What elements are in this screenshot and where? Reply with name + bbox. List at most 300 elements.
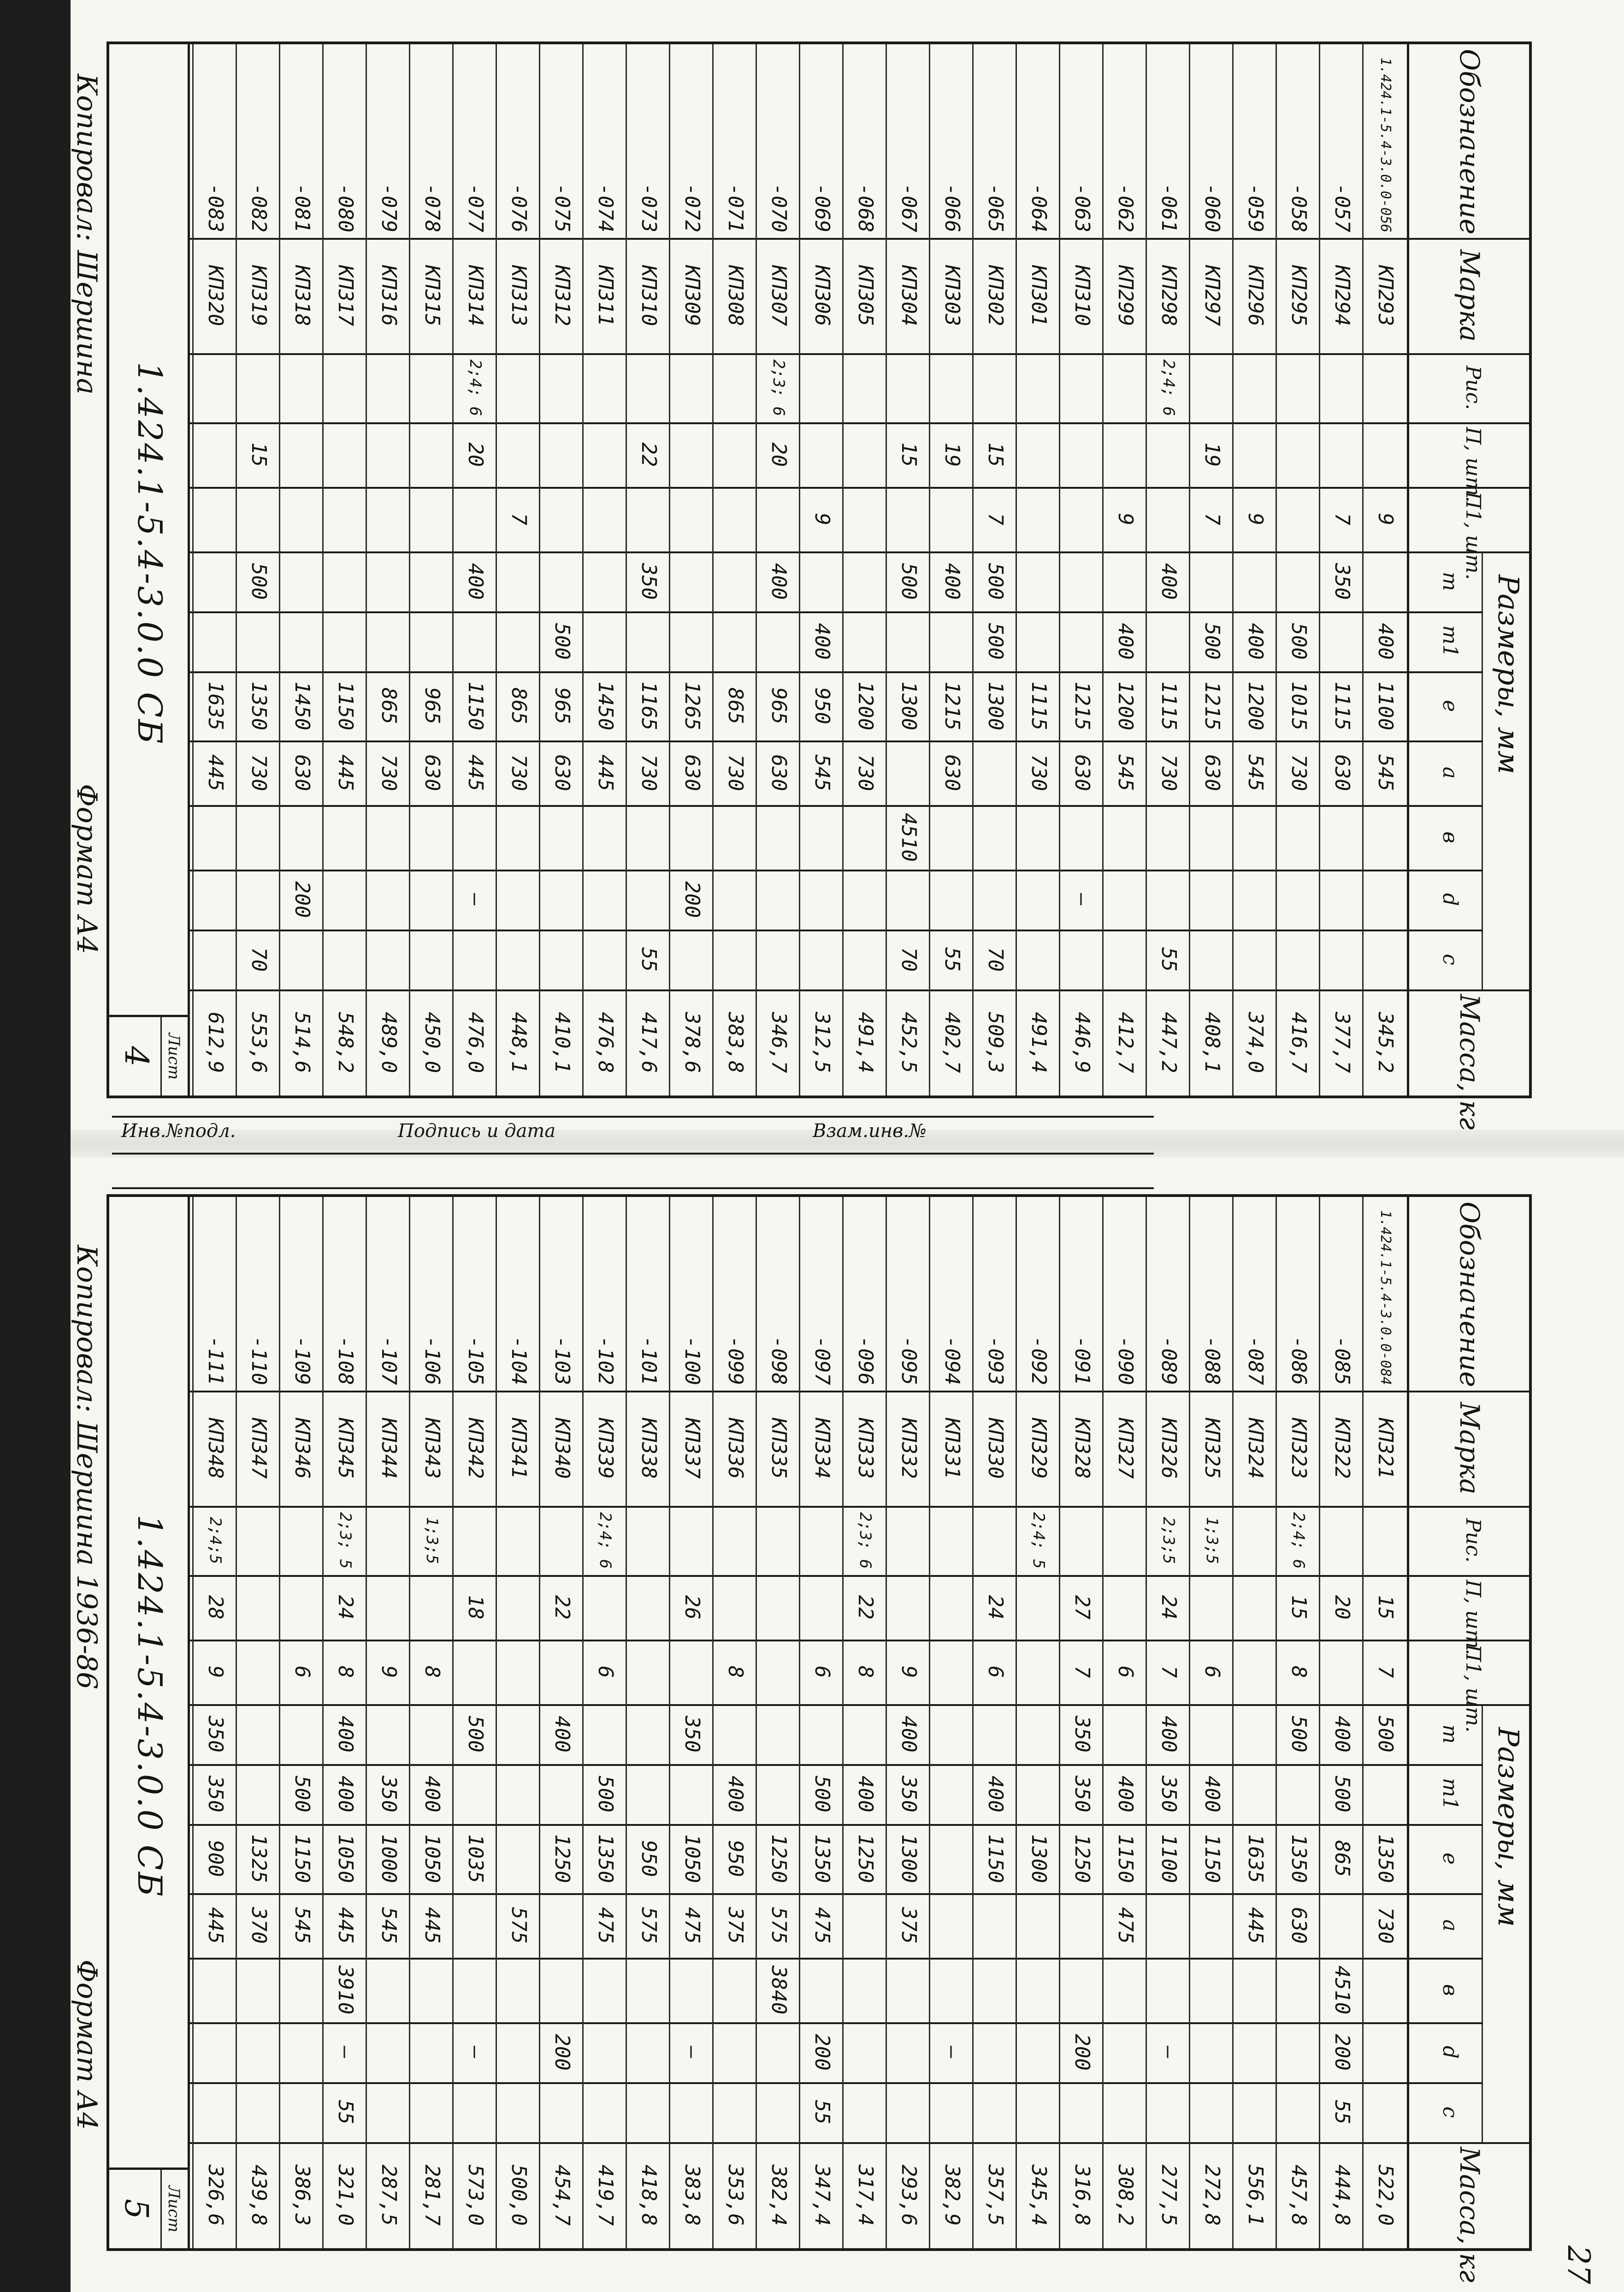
table-row: [1146, 1197, 1190, 2248]
cell-des: -063: [1070, 184, 1094, 232]
sheet-label: Лист: [160, 2170, 183, 2248]
cell-c: [584, 2082, 627, 2142]
header-c: c: [1438, 2106, 1462, 2118]
cell-n1: [670, 487, 714, 551]
cell-des: -106: [420, 1336, 444, 1385]
cell-n1: [237, 487, 280, 551]
cell-b: [1234, 1958, 1277, 2022]
cell-mass: 347,4: [810, 2164, 834, 2226]
cell-b: [1364, 1958, 1407, 2022]
footer-copied-by-sheet-4: Копировал: Шершина: [71, 74, 103, 395]
cell-n1: [280, 487, 324, 551]
header-subdivider: [1482, 1704, 1483, 2142]
cell-c: 55: [334, 2100, 357, 2125]
cell-mark: КП339: [594, 1417, 617, 1479]
cell-d: 200: [550, 2034, 574, 2071]
cell-mass: 326,6: [204, 2164, 227, 2226]
table-header: [1407, 44, 1529, 1130]
cell-c: [930, 2082, 974, 2142]
cell-mark: КП307: [767, 265, 791, 326]
cell-b: [1320, 805, 1364, 870]
cell-mass: 287,5: [377, 2164, 401, 2226]
cell-a: [887, 740, 930, 805]
document-code: 1.424.1-5.4-3.0.0 СБ: [130, 1514, 169, 1899]
cell-n: [1234, 422, 1277, 487]
cell-n: [800, 422, 844, 487]
cell-mark: КП342: [464, 1417, 487, 1479]
cell-mass: 382,4: [767, 2164, 791, 2226]
cell-mark: КП315: [420, 265, 444, 326]
cell-n1: 7: [984, 513, 1007, 526]
table-row: [236, 1197, 280, 2248]
cell-m: [280, 1704, 324, 1764]
cell-m1: 500: [594, 1776, 617, 1812]
cell-m1: 400: [1114, 1776, 1137, 1812]
cell-des: -097: [810, 1336, 834, 1385]
cell-des: -083: [204, 184, 227, 232]
cell-m1: [714, 611, 757, 671]
cell-fig: 2;4; 5: [1029, 1512, 1048, 1569]
cell-mass: 457,8: [1287, 2164, 1311, 2226]
cell-c: [410, 930, 454, 989]
cell-mark: КП310: [1070, 265, 1094, 326]
cell-fig: [974, 1506, 1017, 1575]
cell-d: —: [680, 2046, 704, 2059]
cell-fig: [627, 353, 670, 422]
cell-b: [930, 1958, 974, 2022]
header-n1: П1, шт.: [1461, 1644, 1485, 1733]
cell-mass: 383,8: [680, 2164, 704, 2226]
cell-e: 1300: [1027, 1834, 1051, 1883]
cell-fig: 2;3; 5: [336, 1512, 354, 1569]
cell-b: [584, 805, 627, 870]
sheet-number-box: [109, 2168, 188, 2248]
cell-des: -064: [1027, 184, 1051, 232]
cell-m1: [410, 611, 454, 671]
cell-d: [237, 870, 280, 930]
cell-b: [1147, 805, 1190, 870]
header-a: a: [1438, 766, 1462, 779]
cell-des: -057: [1330, 184, 1354, 232]
cell-fig: [1320, 353, 1364, 422]
cell-e: 1050: [680, 1834, 704, 1883]
cell-des: -073: [637, 184, 661, 232]
cell-mass: 476,0: [464, 1012, 487, 1073]
cell-b: [237, 1958, 280, 2022]
cell-mark: КП293: [1374, 265, 1397, 326]
cell-mark: КП309: [680, 265, 704, 326]
cell-n1: [1147, 487, 1190, 551]
cell-e: 865: [724, 687, 747, 724]
cell-e: 1000: [377, 1834, 401, 1883]
cell-mass: 412,7: [1114, 1012, 1137, 1073]
cell-b: [1277, 805, 1320, 870]
cell-mark: КП314: [464, 265, 487, 326]
cell-n1: [1017, 1640, 1060, 1704]
cell-c: 70: [247, 947, 271, 972]
cell-m1: [1017, 1764, 1060, 1824]
cell-n1: 7: [507, 513, 531, 526]
cell-des: -111: [204, 1336, 227, 1385]
cell-fig: [800, 353, 844, 422]
cell-mark: КП297: [1200, 265, 1224, 326]
cell-n: 24: [1157, 1595, 1181, 1620]
cell-mark: КП310: [637, 265, 661, 326]
cell-n1: [454, 487, 497, 551]
cell-e: 1350: [1287, 1834, 1311, 1883]
cell-mass: 281,7: [420, 2164, 444, 2226]
cell-mass: 345,2: [1374, 1012, 1397, 1073]
cell-fig: 2;3; 6: [856, 1512, 874, 1569]
header-m1: m1: [1438, 625, 1462, 657]
cell-n: [1104, 422, 1147, 487]
cell-c: 55: [940, 947, 964, 972]
cell-c: [454, 2082, 497, 2142]
cell-n1: 9: [1244, 513, 1267, 526]
cell-m: [670, 551, 714, 611]
cell-c: 70: [984, 947, 1007, 972]
cell-a: 445: [334, 1907, 357, 1944]
cell-fig: [237, 353, 280, 422]
cell-d: [757, 2022, 800, 2082]
cell-fig: [1277, 353, 1320, 422]
cell-m1: [454, 611, 497, 671]
cell-mark: КП323: [1287, 1417, 1311, 1479]
table-row: [279, 1197, 324, 2248]
cell-a: 730: [724, 754, 747, 791]
spec-table-sheet-4: [106, 41, 1532, 1130]
table-row: [1319, 1197, 1364, 2248]
cell-n1: 9: [1374, 513, 1397, 526]
cell-n: [280, 422, 324, 487]
cell-m: 400: [897, 1716, 921, 1753]
cell-c: [1277, 2082, 1320, 2142]
cell-e: 1150: [290, 1834, 314, 1883]
cell-d: [410, 870, 454, 930]
cell-d: [584, 870, 627, 930]
cell-c: [454, 930, 497, 989]
cell-fig: [540, 353, 584, 422]
cell-n1: 9: [204, 1665, 227, 1678]
cell-d: [627, 2022, 670, 2082]
cell-mark: КП333: [854, 1417, 877, 1479]
cell-des: -108: [334, 1336, 357, 1385]
cell-mass: 416,7: [1287, 1012, 1311, 1073]
cell-d: [410, 2022, 454, 2082]
cell-mass: 439,8: [247, 2164, 271, 2226]
table-row: [886, 44, 930, 1096]
cell-m1: [627, 611, 670, 671]
cell-e: 865: [507, 687, 531, 724]
cell-m1: 500: [984, 623, 1007, 660]
cell-mass: 293,6: [897, 2164, 921, 2226]
cell-mass: 317,4: [854, 2164, 877, 2226]
cell-d: [627, 870, 670, 930]
cell-n1: 8: [1287, 1665, 1311, 1678]
cell-m: [1104, 1704, 1147, 1764]
cell-des: -092: [1027, 1336, 1051, 1385]
cell-d: [887, 2022, 930, 2082]
cell-des: -104: [507, 1336, 531, 1385]
cell-a: 545: [377, 1907, 401, 1944]
cell-m1: 350: [1157, 1776, 1181, 1812]
cell-d: —: [464, 893, 487, 906]
cell-d: —: [334, 2046, 357, 2059]
cell-b: [410, 805, 454, 870]
cell-des: -066: [940, 184, 964, 232]
cell-c: [497, 930, 540, 989]
cell-m: [757, 1704, 800, 1764]
cell-m1: 500: [1330, 1776, 1354, 1812]
cell-b: [887, 1958, 930, 2022]
cell-n1: [194, 487, 237, 551]
cell-m1: [367, 611, 410, 671]
table-row: [929, 44, 974, 1096]
cell-n: [1104, 1575, 1147, 1640]
cell-mark: КП296: [1244, 265, 1267, 326]
cell-c: [540, 2082, 584, 2142]
cell-n1: [454, 1640, 497, 1704]
cell-n: [1277, 422, 1320, 487]
cell-fig: [194, 353, 237, 422]
cell-m1: 400: [1374, 623, 1397, 660]
header-a: a: [1438, 1919, 1462, 1932]
cell-m1: [1060, 611, 1104, 671]
cell-e: 965: [767, 687, 791, 724]
cell-b: [280, 1958, 324, 2022]
cell-m: [324, 551, 367, 611]
header-mass: Масса, кг: [1454, 2147, 1485, 2283]
cell-a: [1147, 1893, 1190, 1958]
cell-n: [1320, 422, 1364, 487]
cell-des: -105: [464, 1336, 487, 1385]
cell-mark: КП320: [204, 265, 227, 326]
cell-des: -089: [1157, 1336, 1181, 1385]
cell-mark: КП311: [594, 265, 617, 326]
cell-m1: 500: [1287, 623, 1311, 660]
cell-e: 1300: [984, 681, 1007, 730]
cell-m1: 500: [290, 1776, 314, 1812]
cell-c: [1277, 930, 1320, 989]
cell-e: 1215: [940, 681, 964, 730]
cell-c: [1234, 2082, 1277, 2142]
cell-e: 1635: [204, 681, 227, 730]
cell-m: [930, 1704, 974, 1764]
cell-mass: 386,3: [290, 2164, 314, 2226]
cell-m1: [1234, 1764, 1277, 1824]
cell-d: [1364, 870, 1407, 930]
cell-e: 1150: [334, 681, 357, 730]
cell-m1: [930, 611, 974, 671]
cell-mark: КП303: [940, 265, 964, 326]
cell-e: 950: [637, 1840, 661, 1877]
cell-des: 1.424.1-5.4-3.0.0-056: [1377, 57, 1394, 232]
cell-des: -086: [1287, 1336, 1311, 1385]
cell-d: [1190, 870, 1234, 930]
cell-m1: [540, 1764, 584, 1824]
cell-d: [844, 870, 887, 930]
cell-d: [1190, 2022, 1234, 2082]
cell-fig: [1104, 1506, 1147, 1575]
table-row: [1059, 1197, 1104, 2248]
header-subdivider: [1482, 551, 1483, 989]
cell-d: [497, 870, 540, 930]
cell-m: 400: [1157, 1716, 1181, 1753]
cell-c: [844, 930, 887, 989]
cell-a: 545: [1244, 754, 1267, 791]
cell-d: —: [464, 2046, 487, 2059]
cell-n1: [757, 1640, 800, 1704]
cell-b: [800, 1958, 844, 2022]
cell-m: 400: [767, 563, 791, 600]
cell-a: 375: [897, 1907, 921, 1944]
cell-mark: КП327: [1114, 1417, 1137, 1479]
table-row: [972, 1197, 1017, 2248]
cell-n: [627, 1575, 670, 1640]
cell-n: [1017, 422, 1060, 487]
cell-a: [844, 1893, 887, 1958]
cell-mass: 277,5: [1157, 2164, 1181, 2226]
cell-m: [1234, 1704, 1277, 1764]
cell-n1: 6: [594, 1665, 617, 1678]
cell-m: [584, 551, 627, 611]
cell-c: [887, 2082, 930, 2142]
cell-d: [714, 870, 757, 930]
cell-a: 475: [594, 1907, 617, 1944]
cell-e: 1300: [897, 681, 921, 730]
cell-m: 400: [1330, 1716, 1354, 1753]
cell-des: -082: [247, 184, 271, 232]
cell-mass: 612,9: [204, 1012, 227, 1073]
cell-b: [324, 805, 367, 870]
cell-n1: 9: [897, 1665, 921, 1678]
cell-n: [1364, 422, 1407, 487]
cell-mark: КП335: [767, 1417, 791, 1479]
cell-c: [584, 930, 627, 989]
cell-e: 1150: [1114, 1834, 1137, 1883]
cell-fig: [627, 1506, 670, 1575]
cell-e: 1200: [1244, 681, 1267, 730]
cell-n1: [540, 1640, 584, 1704]
cell-d: [974, 2022, 1017, 2082]
cell-m1: [497, 1764, 540, 1824]
cell-n: [367, 422, 410, 487]
cell-e: 1450: [594, 681, 617, 730]
cell-m1: [844, 611, 887, 671]
cell-c: [1190, 2082, 1234, 2142]
cell-n1: 7: [1157, 1665, 1181, 1678]
cell-m: [367, 1704, 410, 1764]
cell-m: 500: [1374, 1716, 1397, 1753]
cell-mark: КП346: [290, 1417, 314, 1479]
cell-mark: КП337: [680, 1417, 704, 1479]
cell-c: [1364, 930, 1407, 989]
cell-c: [1017, 930, 1060, 989]
cell-fig: [497, 1506, 540, 1575]
cell-b: [670, 805, 714, 870]
cell-fig: [800, 1506, 844, 1575]
cell-n: [324, 422, 367, 487]
cell-e: 1350: [1374, 1834, 1397, 1883]
header-m: m: [1438, 572, 1462, 591]
cell-m: 400: [1157, 563, 1181, 600]
cell-a: [1017, 1893, 1060, 1958]
cell-des: -095: [897, 1336, 921, 1385]
cell-b: [1017, 805, 1060, 870]
cell-m1: [1320, 611, 1364, 671]
table-row: [1059, 44, 1104, 1096]
document-code: 1.424.1-5.4-3.0.0 СБ: [130, 361, 169, 746]
cell-d: [194, 2022, 237, 2082]
table-row: [366, 1197, 410, 2248]
cell-mass: 419,7: [594, 2164, 617, 2226]
cell-m: [1104, 551, 1147, 611]
cell-d: 200: [290, 881, 314, 918]
cell-c: [627, 2082, 670, 2142]
cell-des: -065: [984, 184, 1007, 232]
cell-n1: 7: [1374, 1665, 1397, 1678]
cell-m: [800, 1704, 844, 1764]
table-row: [582, 1197, 627, 2248]
cell-c: [757, 930, 800, 989]
table-row: [279, 44, 324, 1096]
cell-a: 375: [724, 1907, 747, 1944]
cell-c: 55: [810, 2100, 834, 2125]
cell-a: 575: [507, 1907, 531, 1944]
cell-d: [367, 2022, 410, 2082]
cell-fig: 2;4; 6: [1289, 1512, 1308, 1569]
cell-m: [627, 1704, 670, 1764]
header-fig: Рис.: [1461, 1518, 1485, 1563]
cell-fig: [540, 1506, 584, 1575]
cell-c: 55: [1330, 2100, 1354, 2125]
cell-des: -058: [1287, 184, 1311, 232]
cell-mass: 509,3: [984, 1012, 1007, 1073]
cell-m1: [584, 611, 627, 671]
scanner-dark-edge: [0, 0, 71, 2292]
cell-e: [930, 1824, 974, 1893]
cell-a: 545: [290, 1907, 314, 1944]
cell-d: [930, 870, 974, 930]
cell-m1: 400: [334, 1776, 357, 1812]
cell-fig: [1234, 1506, 1277, 1575]
cell-m: [194, 551, 237, 611]
table-row: [1276, 44, 1320, 1096]
sheet-number: 4: [118, 1046, 155, 1067]
table-row: [1146, 44, 1190, 1096]
cell-e: 1450: [290, 681, 314, 730]
table-row: [539, 44, 584, 1096]
cell-c: [280, 930, 324, 989]
cell-n: [887, 1575, 930, 1640]
cell-des: -080: [334, 184, 357, 232]
cell-m: [1060, 551, 1104, 611]
cell-b: [497, 805, 540, 870]
cell-m: 500: [897, 563, 921, 600]
cell-c: 55: [637, 947, 661, 972]
cell-b: 4510: [1330, 1966, 1354, 2014]
cell-d: [800, 870, 844, 930]
cell-n: [410, 422, 454, 487]
header-e: e: [1438, 699, 1462, 712]
cell-mark: КП321: [1374, 1417, 1397, 1479]
cell-des: -088: [1200, 1336, 1224, 1385]
cell-n1: [757, 487, 800, 551]
cell-mass: 553,6: [247, 1012, 271, 1073]
cell-e: 1115: [1330, 681, 1354, 730]
cell-m1: 350: [204, 1776, 227, 1812]
cell-mark: КП338: [637, 1417, 661, 1479]
